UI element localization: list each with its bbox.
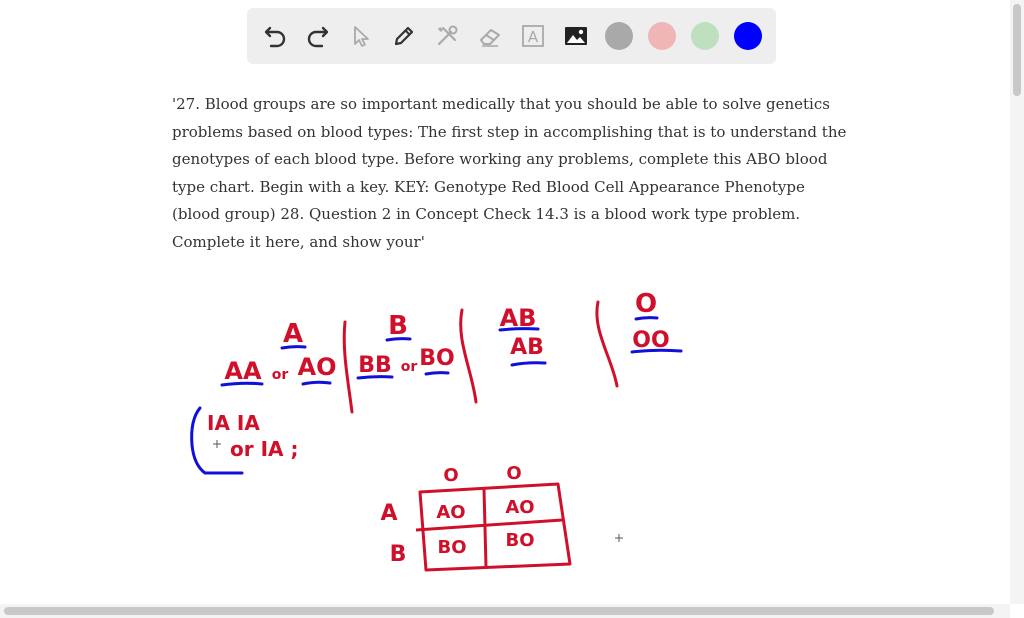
underline — [303, 382, 330, 384]
genotype-ab-label: AB — [510, 335, 544, 360]
punnett-cell: AO — [436, 502, 466, 523]
color-swatch — [605, 22, 633, 50]
vertical-scrollbar[interactable] — [1010, 0, 1024, 604]
underline — [358, 377, 392, 378]
phenotype-a-label: A — [282, 319, 304, 349]
underline — [426, 373, 448, 374]
punnett-grid-line — [484, 489, 486, 567]
phenotype-b-label: B — [388, 311, 408, 341]
column-divider — [344, 322, 352, 412]
underline — [512, 363, 545, 365]
underline — [500, 329, 538, 330]
underline — [632, 350, 681, 352]
horizontal-scrollbar[interactable] — [0, 604, 1010, 618]
punnett-cell: AO — [505, 497, 535, 518]
horizontal-scrollbar-thumb[interactable] — [4, 607, 994, 615]
underline — [222, 383, 262, 385]
punnett-cell: BO — [437, 537, 467, 558]
color-blue-swatch[interactable] — [732, 20, 764, 52]
underline — [282, 347, 305, 348]
underline — [636, 318, 657, 319]
genotype-bb-label: BB — [358, 353, 392, 378]
color-swatch — [691, 22, 719, 50]
select-icon[interactable] — [345, 20, 377, 52]
genotype-aa-label: AA — [224, 357, 262, 385]
allele-note-line1: IA IA — [207, 411, 260, 435]
or-label: or — [400, 359, 418, 375]
color-green-swatch[interactable] — [689, 20, 721, 52]
column-divider — [597, 302, 617, 386]
column-divider — [461, 310, 476, 402]
phenotype-o-label: O — [634, 289, 658, 319]
text-icon[interactable] — [517, 20, 549, 52]
punnett-col-header: O — [443, 465, 459, 486]
crosshair-cursor-icon — [615, 534, 623, 542]
text-tool-glyph: A — [527, 28, 539, 46]
color-pink-swatch[interactable] — [646, 20, 678, 52]
color-gray-swatch[interactable] — [603, 20, 635, 52]
vertical-scrollbar-thumb[interactable] — [1013, 4, 1021, 96]
or-label: or — [271, 367, 289, 383]
crosshair-cursor-icon — [213, 440, 221, 448]
eraser-icon[interactable] — [474, 20, 506, 52]
question-text: '27. Blood groups are so important medically that you should be able to solve genetics problems based on blood types: The first step in accomplishing that is to understand the genotypes of each blood type. Before working any problems, complete this ABO blood type chart. Begin with a key. KEY: Genotype Red Blood Cell Appearance Phenotype (blood group) 28. Question 2 in Concept Check 14.3 is a blood work type problem. Complete it here, and show your' — [172, 95, 847, 251]
pen-icon[interactable] — [388, 20, 420, 52]
redo-icon[interactable] — [302, 20, 334, 52]
allele-note-line2: or IA ; — [230, 437, 299, 461]
underline — [387, 339, 410, 340]
color-swatch — [734, 22, 762, 50]
handwriting-canvas[interactable] — [0, 270, 1000, 600]
undo-icon[interactable] — [259, 20, 291, 52]
color-swatch — [648, 22, 676, 50]
punnett-col-header: O — [506, 463, 522, 484]
genotype-bo-label: BO — [419, 346, 455, 371]
genotype-oo-label: OO — [632, 328, 670, 353]
punnett-cell: BO — [505, 530, 535, 551]
punnett-row-header: B — [389, 542, 407, 567]
drawing-toolbar — [247, 8, 776, 64]
punnett-row-header: A — [380, 501, 398, 526]
genotype-ao-label: AO — [297, 353, 337, 381]
image-icon[interactable] — [560, 20, 592, 52]
tools-icon[interactable] — [431, 20, 463, 52]
phenotype-ab-label: AB — [499, 304, 537, 332]
